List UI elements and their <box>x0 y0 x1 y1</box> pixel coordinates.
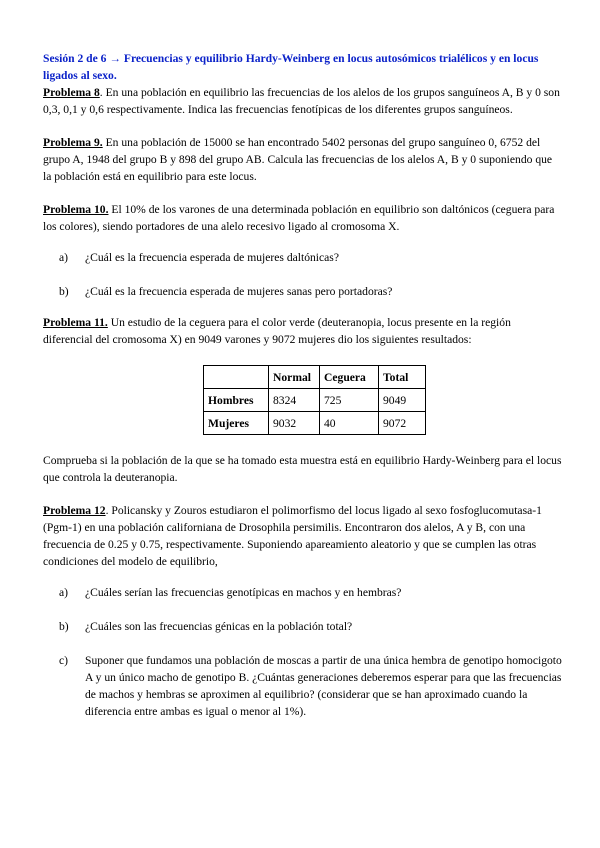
problem-10-questions <box>43 249 563 300</box>
list-marker: c) <box>59 654 69 667</box>
list-marker: a) <box>59 251 69 264</box>
session-label: Sesión 2 de 6 <box>43 52 107 65</box>
problem-8-text: . En una población en equilibrio las frecuencias de los alelos de los grupos sanguíneos A, B y 0 son 0,3, 0,1 y 0,6 respectivamente. Indica las frecuencias fenotípicas de los diferentes grupos sanguíneos. <box>43 86 560 116</box>
list-marker: b) <box>59 285 69 298</box>
table-cell: 8324 <box>269 389 320 412</box>
table-row-header: Mujeres <box>204 412 269 435</box>
arrow-icon: → <box>109 52 121 65</box>
table-cell: 725 <box>320 389 379 412</box>
table-cell: 9032 <box>269 412 320 435</box>
problem-10-label: Problema 10. <box>43 203 109 216</box>
list-item-text: Suponer que fundamos una población de moscas a partir de una única hembra de genotipo homocigoto A y un único macho de genotipo B. ¿Cuántas generaciones deberemos esperar para que las frecuencias de machos y hembras se aproximen al equilibrio? (considerar que se han aproximado cuando la diferencia entre ambas es igual o menor al 1%). <box>85 654 562 718</box>
deuteranopia-table <box>203 365 426 435</box>
list-item-text: ¿Cuál es la frecuencia esperada de mujeres daltónicas? <box>85 251 339 264</box>
session-title: Frecuencias y equilibrio Hardy-Weinberg en locus autosómicos trialélicos y en locus ligados al sexo. <box>43 52 539 82</box>
problem-9-text: En una población de 15000 se han encontrado 5402 personas del grupo sanguíneo 0, 6752 del grupo A, 1948 del grupo B y 898 del grupo AB. Calcula las frecuencias de los alelos A, B y 0 suponiendo que la población está en equilibrio para este locus. <box>43 136 553 183</box>
table-cell: 40 <box>320 412 379 435</box>
table-row <box>204 412 426 435</box>
list-marker: b) <box>59 620 69 633</box>
problem-11-text: Un estudio de la ceguera para el color verde (deuteranopia, locus presente en la región diferencial del cromosoma X) en 9049 varones y 9072 mujeres dio los siguientes resultados: <box>43 316 511 346</box>
table-header-row <box>204 366 426 389</box>
session-header <box>43 50 563 84</box>
table-cell: 9049 <box>379 389 426 412</box>
table-header-cell: Total <box>379 366 426 389</box>
problem-11 <box>43 314 563 348</box>
problem-12-questions <box>43 584 563 720</box>
list-item <box>43 249 563 266</box>
table-row <box>204 389 426 412</box>
list-marker: a) <box>59 586 69 599</box>
problem-12 <box>43 502 563 570</box>
list-item <box>43 283 563 300</box>
list-item-text: ¿Cuáles serían las frecuencias genotípicas en machos y en hembras? <box>85 586 402 599</box>
problem-9-label: Problema 9. <box>43 136 103 149</box>
problem-8-label: Problema 8 <box>43 86 100 99</box>
list-item <box>43 584 563 601</box>
problem-12-label: Problema 12 <box>43 504 106 517</box>
problem-11-label: Problema 11. <box>43 316 108 329</box>
table-header-cell: Ceguera <box>320 366 379 389</box>
table-cell: 9072 <box>379 412 426 435</box>
problem-10-text: El 10% de los varones de una determinada población en equilibrio son daltónicos (ceguera para los colores), siendo portadores de una alelo recesivo ligado al cromosoma X. <box>43 203 555 233</box>
problem-9 <box>43 134 563 185</box>
problem-8 <box>43 84 563 118</box>
document-page <box>43 50 563 720</box>
list-item-text: ¿Cuáles son las frecuencias génicas en la población total? <box>85 620 353 633</box>
table-row-header: Hombres <box>204 389 269 412</box>
table-header-cell <box>204 366 269 389</box>
problem-11-question: Comprueba si la población de la que se ha tomado esta muestra está en equilibrio Hardy-Weinberg para el locus que controla la deuteranopia. <box>43 454 562 484</box>
list-item-text: ¿Cuál es la frecuencia esperada de mujeres sanas pero portadoras? <box>85 285 393 298</box>
list-item <box>43 618 563 635</box>
problem-12-text: . Policansky y Zouros estudiaron el polimorfismo del locus ligado al sexo fosfoglucomutasa-1 (Pgm-1) en una población californiana de Drosophila persimilis. Encontraron dos alelos, A y B, con una frecuencia de 0.25 y 0.75, respectivamente. Suponiendo apareamiento aleatorio y que se cumplen las otras condiciones del modelo de equilibrio, <box>43 504 542 568</box>
table-header-cell: Normal <box>269 366 320 389</box>
list-item <box>43 652 563 720</box>
problem-10 <box>43 201 563 235</box>
